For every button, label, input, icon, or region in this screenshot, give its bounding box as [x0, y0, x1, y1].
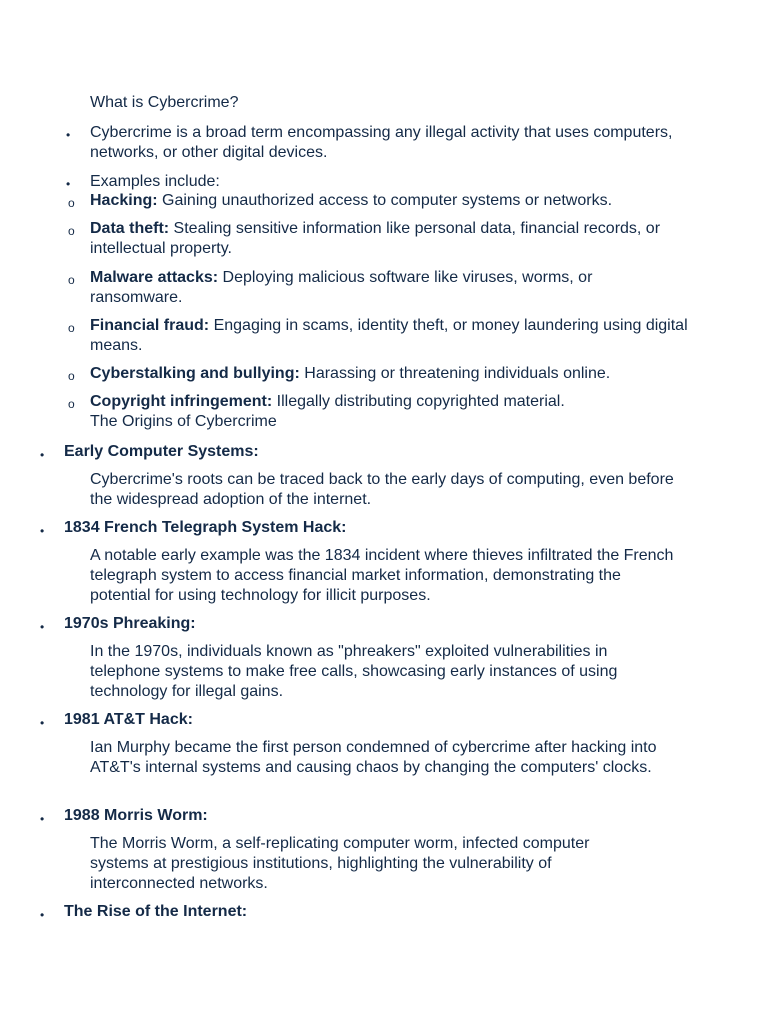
example-item — [90, 219, 690, 259]
examples-intro: Examples include: — [90, 173, 220, 190]
intro-paragraph: Cybercrime is a broad term encompassing any illegal activity that uses computers, networks, or other digital devices. — [90, 124, 673, 161]
bullet-marker: • — [40, 812, 45, 826]
origin-text: Cybercrime's roots can be traced back to the early days of computing, even before the widespread adoption of the internet. — [90, 471, 674, 508]
sub-bullet-marker: o — [68, 196, 75, 210]
origin-title: 1988 Morris Worm: — [64, 807, 208, 824]
bullet-marker: • — [40, 716, 45, 730]
example-item — [90, 191, 612, 211]
example-text: Stealing sensitive information like personal data, financial records, or intellectual property. — [90, 220, 661, 257]
example-term: Data theft: — [90, 220, 170, 237]
example-text: Engaging in scams, identity theft, or money laundering using digital means. — [90, 317, 688, 354]
sub-bullet-marker: o — [68, 224, 75, 238]
example-term: Hacking: — [90, 192, 158, 209]
bullet-marker: • — [66, 128, 71, 142]
bullet-marker: • — [40, 908, 45, 922]
bullet-marker: • — [40, 448, 45, 462]
example-term: Malware attacks: — [90, 269, 219, 286]
origin-text: In the 1970s, individuals known as "phreakers" exploited vulnerabilities in telephone systems to make free calls, showcasing early instances of using technology for illegal gains. — [90, 643, 618, 700]
example-text: Gaining unauthorized access to computer systems or networks. — [157, 192, 613, 209]
example-item — [90, 364, 610, 384]
example-item — [90, 268, 650, 308]
example-text: Deploying malicious software like viruses, worms, or ransomware. — [90, 269, 593, 306]
sub-bullet-marker: o — [68, 321, 75, 335]
origin-title: 1970s Phreaking: — [64, 615, 196, 632]
example-item — [90, 316, 690, 356]
example-term: Financial fraud: — [90, 317, 210, 334]
sub-bullet-marker: o — [68, 273, 75, 287]
origin-text: The Morris Worm, a self-replicating computer worm, infected computer systems at prestigious institutions, highlighting the vulnerability of interconnected networks. — [90, 835, 590, 892]
origin-text: A notable early example was the 1834 incident where thieves infiltrated the French telegraph system to access financial market information, demonstrating the potential for using technology for illicit purposes. — [90, 547, 674, 604]
section-heading-origins: The Origins of Cybercrime — [90, 413, 277, 430]
section-heading-what-is-cybercrime: What is Cybercrime? — [90, 94, 239, 111]
example-term: Cyberstalking and bullying: — [90, 365, 300, 382]
sub-bullet-marker: o — [68, 397, 75, 411]
origin-title: 1834 French Telegraph System Hack: — [64, 519, 347, 536]
example-text: Harassing or threatening individuals online. — [299, 365, 611, 382]
bullet-marker: • — [40, 620, 45, 634]
example-text: Illegally distributing copyrighted material. — [272, 393, 565, 410]
origin-title: Early Computer Systems: — [64, 443, 259, 460]
example-term: Copyright infringement: — [90, 393, 273, 410]
example-item — [90, 392, 565, 412]
bullet-marker: • — [40, 524, 45, 538]
bullet-marker: • — [66, 177, 71, 191]
origin-title: 1981 AT&T Hack: — [64, 711, 193, 728]
sub-bullet-marker: o — [68, 369, 75, 383]
origin-text: Ian Murphy became the first person condemned of cybercrime after hacking into AT&T's internal systems and causing chaos by changing the computers' clocks. — [90, 739, 657, 776]
origin-title: The Rise of the Internet: — [64, 903, 248, 920]
